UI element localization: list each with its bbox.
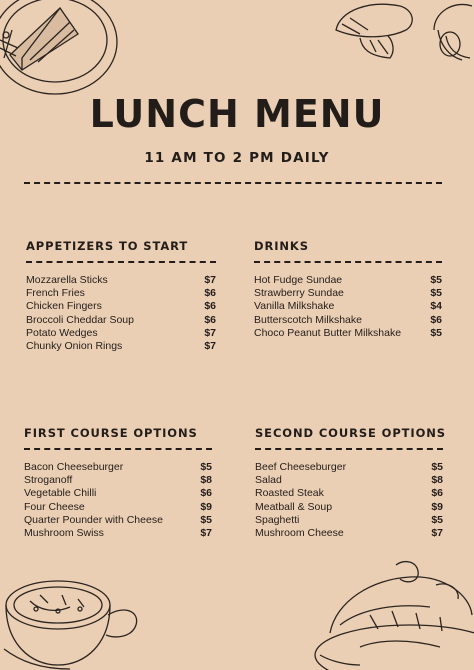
item-price: $6 [430, 313, 442, 326]
drinks-section [254, 239, 442, 340]
soup-bowl-illustration [0, 565, 145, 670]
item-price: $5 [431, 461, 443, 473]
menu-item [26, 287, 216, 300]
item-price: $6 [200, 487, 212, 500]
menu-item [24, 527, 212, 540]
menu-item [26, 340, 216, 353]
item-price: $9 [431, 500, 443, 513]
roast-chicken-illustration [300, 555, 474, 670]
item-price: $7 [204, 326, 216, 339]
item-name: Strawberry Sundae [254, 287, 344, 300]
menu-item [255, 514, 443, 527]
item-price: $5 [430, 326, 442, 339]
menu-item [26, 314, 216, 327]
item-name: Bacon Cheeseburger [24, 461, 124, 473]
item-name: Spaghetti [255, 513, 300, 526]
item-price: $8 [431, 474, 443, 487]
item-name: Meatball & Soup [255, 500, 333, 513]
first-course-section [24, 426, 212, 540]
menu-item [255, 501, 443, 514]
menu-item [24, 487, 212, 500]
main-divider [24, 182, 442, 184]
appetizers-section [26, 239, 216, 353]
menu-item [26, 274, 216, 287]
item-price: $5 [200, 513, 212, 526]
pie-slice-illustration [0, 0, 130, 100]
menu-item [254, 274, 442, 287]
item-name: Vegetable Chilli [24, 487, 97, 500]
section-divider [255, 448, 443, 450]
second-course-section [255, 426, 446, 540]
item-name: Mushroom Cheese [255, 527, 344, 540]
item-name: Four Cheese [24, 500, 85, 513]
item-name: Roasted Steak [255, 487, 324, 500]
item-name: Potato Wedges [26, 326, 98, 339]
section-title: APPETIZERS TO START [26, 239, 189, 253]
menu-item [26, 327, 216, 340]
menu-item [255, 487, 443, 500]
item-name: French Fries [26, 287, 85, 300]
section-divider [254, 261, 442, 263]
menu-item [26, 300, 216, 313]
menu-title: LUNCH MENU [89, 92, 385, 136]
menu-item [254, 327, 442, 340]
item-price: $6 [431, 487, 443, 500]
item-name: Vanilla Milkshake [254, 300, 335, 313]
item-name: Choco Peanut Butter Milkshake [254, 326, 402, 339]
menu-item [24, 501, 212, 514]
item-price: $7 [431, 527, 443, 540]
menu-item [24, 474, 212, 487]
menu-item [254, 287, 442, 300]
item-name: Broccoli Cheddar Soup [26, 313, 134, 326]
item-name: Butterscotch Milkshake [254, 313, 362, 326]
menu-item [255, 461, 443, 474]
menu-item [24, 461, 212, 474]
item-name: Hot Fudge Sundae [254, 274, 343, 286]
item-name: Mushroom Swiss [24, 527, 104, 540]
item-price: $5 [430, 287, 442, 300]
mushroom-illustration [330, 0, 474, 90]
menu-item [255, 527, 443, 540]
item-price: $7 [204, 274, 216, 286]
item-price: $6 [204, 287, 216, 300]
section-divider [26, 261, 216, 263]
item-name: Beef Cheeseburger [255, 461, 347, 473]
section-divider [24, 448, 212, 450]
item-name: Quarter Pounder with Cheese [24, 513, 163, 526]
item-name: Stroganoff [24, 474, 73, 487]
menu-item [24, 514, 212, 527]
section-title: DRINKS [254, 239, 309, 253]
menu-item [254, 314, 442, 327]
item-price: $5 [200, 461, 212, 473]
menu-item [254, 300, 442, 313]
section-title: FIRST COURSE OPTIONS [24, 426, 198, 440]
item-name: Chicken Fingers [26, 300, 102, 313]
item-price: $5 [431, 513, 443, 526]
item-name: Mozzarella Sticks [26, 274, 108, 286]
item-price: $8 [200, 474, 212, 487]
item-price: $4 [430, 300, 442, 313]
item-price: $7 [200, 527, 212, 540]
item-price: $7 [204, 340, 216, 353]
menu-hours: 11 AM TO 2 PM DAILY [144, 150, 330, 166]
item-price: $6 [204, 313, 216, 326]
item-price: $6 [204, 300, 216, 313]
section-title: SECOND COURSE OPTIONS [255, 426, 446, 440]
item-price: $5 [430, 274, 442, 286]
item-name: Salad [255, 474, 282, 487]
item-price: $9 [200, 500, 212, 513]
item-name: Chunky Onion Rings [26, 340, 123, 353]
menu-item [255, 474, 443, 487]
